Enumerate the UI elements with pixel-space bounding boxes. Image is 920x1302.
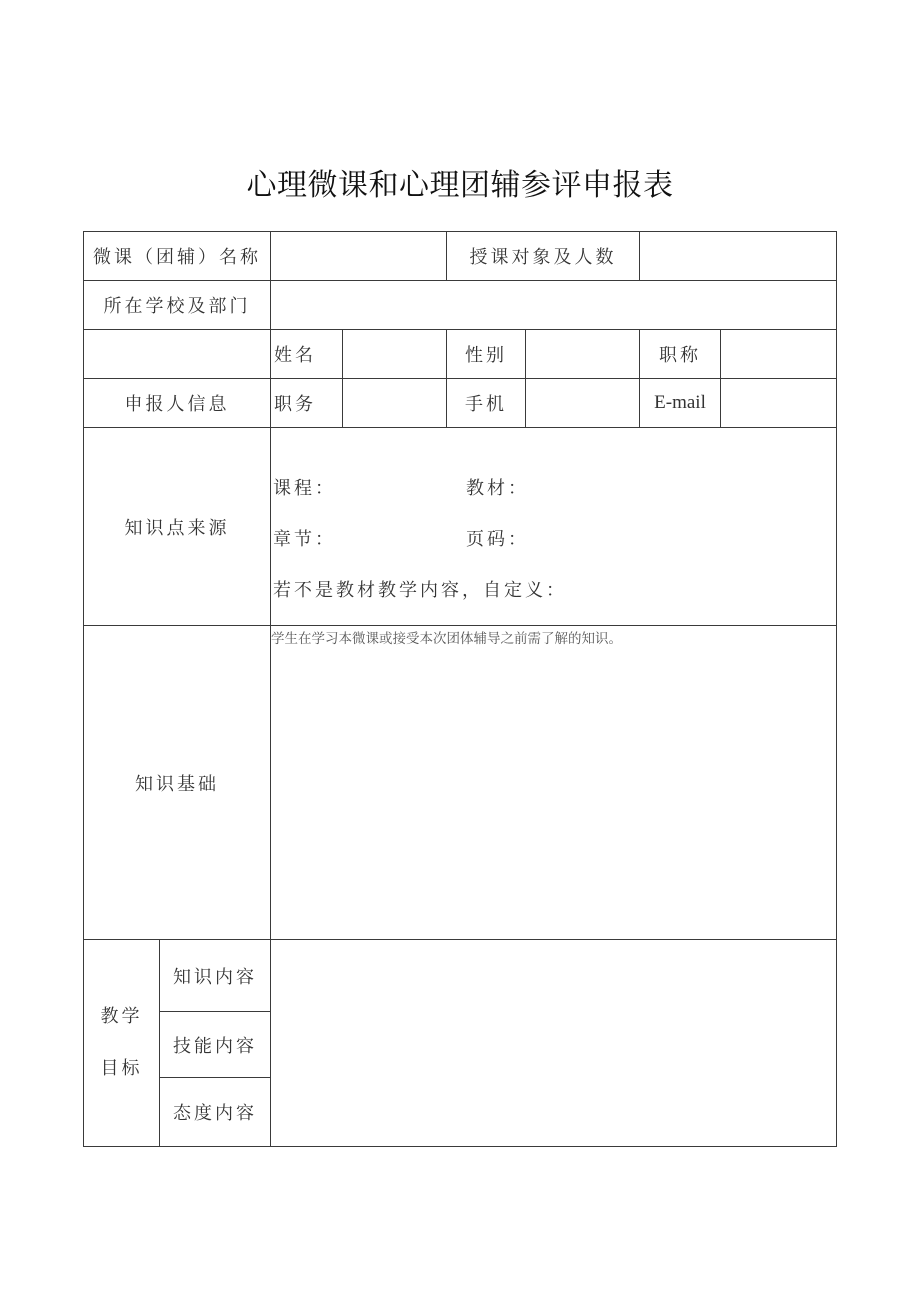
- course-name-field[interactable]: [271, 232, 446, 280]
- position-label: 职务: [274, 394, 316, 415]
- phone-label: 手机: [465, 394, 507, 415]
- email-field[interactable]: [721, 379, 836, 427]
- school-field[interactable]: [271, 281, 836, 329]
- chapter-label: 章节：: [273, 529, 336, 550]
- textbook-label: 教材：: [466, 478, 529, 499]
- name-label: 姓名: [274, 345, 316, 366]
- gender-field[interactable]: [526, 330, 639, 378]
- knowledge-content-label: 知识内容: [173, 966, 257, 988]
- course-name-label: 微课（团辅）名称: [93, 247, 261, 268]
- knowledge-base-hint: 学生在学习本微课或接受本次团体辅导之前需了解的知识。: [271, 631, 622, 647]
- applicant-info-label: 申报人信息: [124, 394, 230, 415]
- knowledge-source-label: 知识点来源: [124, 517, 230, 539]
- knowledge-base-label: 知识基础: [135, 773, 219, 795]
- teaching-goals-field[interactable]: [271, 940, 836, 1146]
- custom-content-label: 若不是教材教学内容，自定义：: [273, 580, 567, 601]
- page-title: 心理微课和心理团辅参评申报表: [246, 168, 674, 203]
- table-rule: [836, 231, 837, 1147]
- name-field[interactable]: [343, 330, 446, 378]
- skill-content-label: 技能内容: [173, 1035, 257, 1057]
- title-rank-label: 职称: [659, 345, 701, 366]
- title-rank-field[interactable]: [721, 330, 836, 378]
- phone-field[interactable]: [526, 379, 639, 427]
- position-field[interactable]: [343, 379, 446, 427]
- table-rule: [83, 1146, 837, 1147]
- teaching-goals-label-line1: 教学: [100, 1006, 143, 1027]
- school-label: 所在学校及部门: [103, 296, 251, 317]
- gender-label: 性别: [465, 345, 507, 366]
- knowledge-base-field[interactable]: [271, 626, 836, 940]
- course-label: 课程：: [273, 478, 336, 499]
- audience-field[interactable]: [640, 232, 836, 280]
- audience-label: 授课对象及人数: [469, 247, 617, 268]
- email-label: E-mail: [654, 392, 706, 413]
- teaching-goals-label: [84, 940, 159, 1146]
- knowledge-source-field[interactable]: [271, 428, 836, 625]
- page-number-label: 页码：: [466, 529, 529, 550]
- teaching-goals-label-line2: 目标: [100, 1058, 143, 1079]
- attitude-content-label: 态度内容: [173, 1103, 257, 1124]
